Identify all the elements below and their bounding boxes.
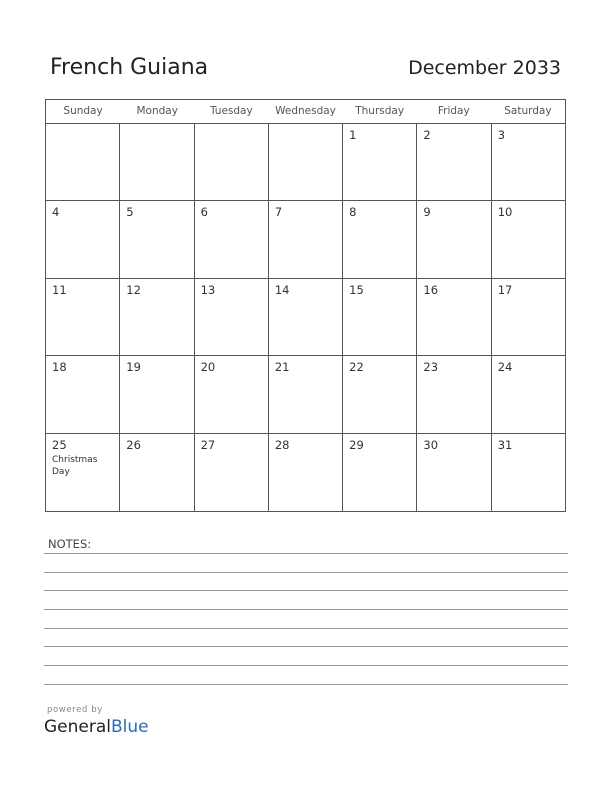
day-number: 29 [349, 437, 364, 452]
day-cell [269, 124, 343, 200]
day-cell [492, 356, 565, 432]
day-cell [195, 124, 269, 200]
day-cell [195, 356, 269, 432]
weekday-label: Saturday [504, 105, 552, 117]
weekday-header-row [46, 100, 565, 124]
day-number: 16 [423, 282, 439, 297]
day-number: 23 [423, 360, 439, 375]
day-cell [269, 356, 343, 432]
weekday-label: Monday [136, 105, 178, 117]
holiday-label: Christmas Day [52, 454, 98, 477]
day-cell [120, 124, 194, 200]
day-cell [417, 124, 491, 200]
day-number: 7 [274, 205, 283, 220]
day-number: 2 [423, 128, 431, 142]
notes-line [44, 553, 568, 554]
day-number: 27 [200, 437, 216, 452]
notes-line [44, 609, 568, 610]
day-cell [343, 124, 417, 200]
day-number: 21 [274, 360, 290, 375]
day-cell [46, 434, 120, 511]
day-number: 9 [423, 205, 431, 220]
weekday-label: Thursday [355, 105, 405, 117]
day-number: 4 [52, 205, 60, 220]
day-cell [46, 279, 120, 355]
day-cell [120, 356, 194, 432]
powered-by-text: powered by [47, 705, 103, 715]
notes-line [44, 628, 568, 629]
day-cell [120, 201, 194, 277]
notes-line [44, 646, 568, 647]
day-number: 24 [497, 360, 513, 375]
day-cell [417, 356, 491, 432]
day-number: 13 [200, 282, 216, 297]
day-cell [269, 201, 343, 277]
brand-blue-text: Blue [111, 717, 149, 737]
day-cell [343, 279, 417, 355]
day-number: 28 [274, 437, 290, 452]
day-cell [492, 124, 565, 200]
week-row [46, 201, 565, 278]
day-cell [492, 279, 565, 355]
day-cell [120, 434, 194, 511]
day-number: 3 [497, 128, 506, 142]
day-number: 6 [200, 205, 208, 220]
day-number: 20 [200, 360, 216, 375]
brand-general-text: General [44, 717, 111, 737]
day-cell [195, 434, 269, 511]
notes-line [44, 572, 568, 573]
weekday-label: Wednesday [275, 105, 336, 117]
day-number: 5 [126, 205, 134, 220]
generalblue-logo [44, 717, 149, 737]
day-number: 25 [52, 437, 67, 452]
day-cell [269, 434, 343, 511]
month-year-title: December 2033 [408, 57, 561, 79]
day-grid [46, 124, 565, 511]
day-cell [492, 201, 565, 277]
day-number: 14 [274, 282, 290, 297]
day-cell [343, 434, 417, 511]
calendar-grid [45, 99, 566, 512]
day-cell [269, 279, 343, 355]
day-cell [195, 279, 269, 355]
day-cell [195, 201, 269, 277]
day-number: 12 [126, 282, 141, 297]
day-number: 8 [349, 205, 357, 220]
day-number: 30 [423, 437, 439, 452]
notes-line [44, 590, 568, 591]
day-number: 11 [52, 282, 67, 297]
day-number: 22 [349, 360, 364, 375]
day-cell [46, 124, 120, 200]
week-row [46, 124, 565, 201]
day-cell [417, 279, 491, 355]
day-number: 19 [126, 360, 141, 375]
day-number: 17 [497, 282, 513, 297]
day-cell [46, 356, 120, 432]
notes-line [44, 665, 568, 666]
week-row [46, 434, 565, 511]
day-cell [46, 201, 120, 277]
weekday-label: Sunday [63, 105, 103, 117]
country-title: French Guiana [50, 55, 209, 80]
day-number: 1 [349, 128, 357, 142]
day-number: 26 [126, 437, 141, 452]
day-cell [492, 434, 565, 511]
notes-label: NOTES: [48, 537, 92, 551]
day-number: 10 [497, 205, 513, 220]
day-cell [343, 201, 417, 277]
day-cell [417, 434, 491, 511]
day-cell [417, 201, 491, 277]
week-row [46, 356, 565, 433]
day-number: 18 [52, 360, 67, 375]
day-number: 15 [349, 282, 364, 297]
weekday-label: Tuesday [209, 105, 253, 117]
week-row [46, 279, 565, 356]
notes-line [44, 684, 568, 685]
day-number: 31 [497, 437, 513, 452]
day-cell [120, 279, 194, 355]
day-cell [343, 356, 417, 432]
weekday-label: Friday [437, 105, 470, 117]
